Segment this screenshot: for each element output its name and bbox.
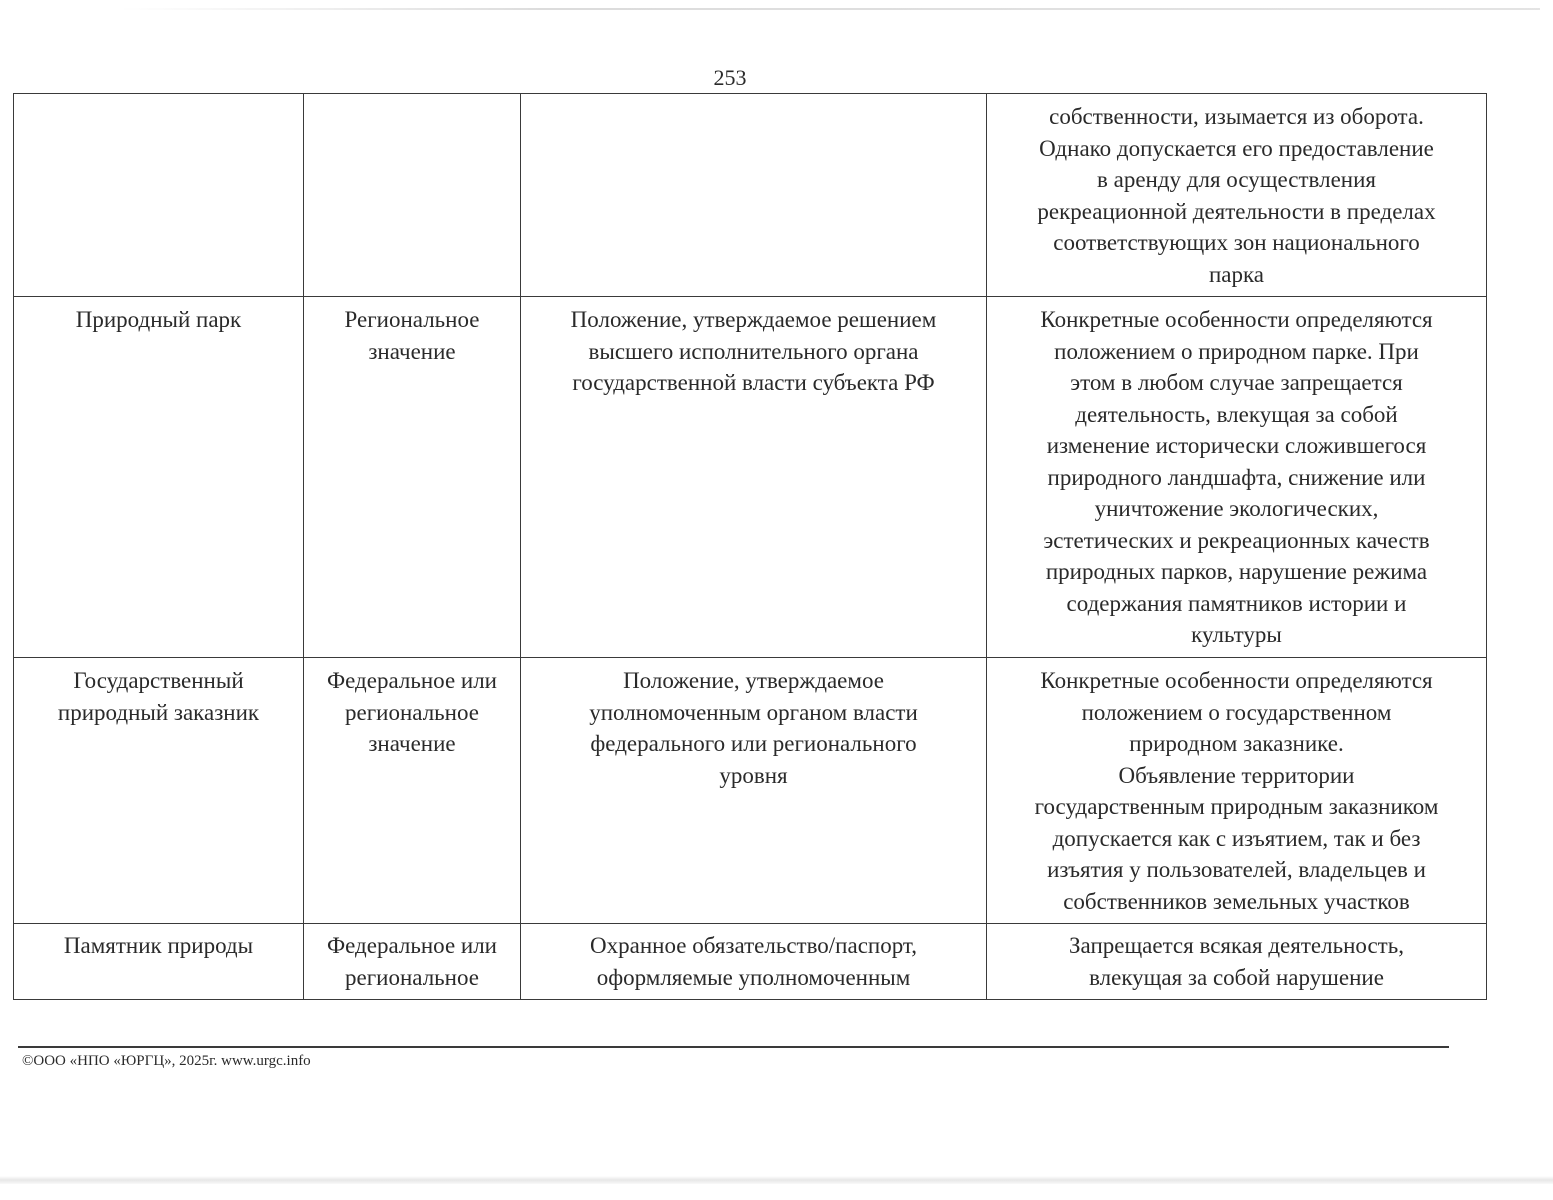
- scan-edge-bottom: [0, 1176, 1553, 1184]
- table-cell-regime: Конкретные особенности определяются положением о государственном природном заказнике. Объявление территории государственным природным заказником допускается как с изъятием, так и без изъятия у пользователей, владельцев и собственников земельных участков: [987, 658, 1487, 924]
- table-cell-legal-basis: Положение, утверждаемое решением высшего исполнительного органа государственной власти субъекта РФ: [521, 297, 987, 658]
- table-row: [14, 924, 1487, 1000]
- footer-copyright: ©ООО «НПО «ЮРГЦ», 2025г. www.urgc.info: [22, 1053, 311, 1069]
- footer-rule: [18, 1046, 1449, 1048]
- page-number: 253: [713, 65, 747, 90]
- table-cell-regime: собственности, изымается из оборота. Однако допускается его предоставление в аренду для осуществления рекреационной деятельности в пределах соответствующих зон национального парка: [987, 94, 1487, 297]
- table-cell-significance: Региональное значение: [304, 297, 521, 658]
- table-cell-regime: Запрещается всякая деятельность, влекущая за собой нарушение: [987, 924, 1487, 1000]
- table-cell-category: [14, 94, 304, 297]
- table-cell-category: Памятник природы: [14, 924, 304, 1000]
- table-cell-legal-basis: [521, 94, 987, 297]
- protected-areas-table: [13, 93, 1487, 1000]
- table-row: [14, 297, 1487, 658]
- table-cell-legal-basis: Охранное обязательство/паспорт, оформляемые уполномоченным: [521, 924, 987, 1000]
- table-cell-regime: Конкретные особенности определяются положением о природном парке. При этом в любом случае запрещается деятельность, влекущая за собой изменение исторически сложившегося природного ландшафта, снижение или уничтожение экологических, эстетических и рекреационных качеств природных парков, нарушение режима содержания памятников истории и культуры: [987, 297, 1487, 658]
- scan-edge-top: [120, 8, 1540, 10]
- table-cell-significance: Федеральное или региональное значение: [304, 658, 521, 924]
- table-cell-category: Государственный природный заказник: [14, 658, 304, 924]
- table-row: [14, 658, 1487, 924]
- table-row: [14, 94, 1487, 297]
- table-cell-legal-basis: Положение, утверждаемое уполномоченным органом власти федерального или регионального уровня: [521, 658, 987, 924]
- table-cell-category: Природный парк: [14, 297, 304, 658]
- table-cell-significance: Федеральное или региональное: [304, 924, 521, 1000]
- table-cell-significance: [304, 94, 521, 297]
